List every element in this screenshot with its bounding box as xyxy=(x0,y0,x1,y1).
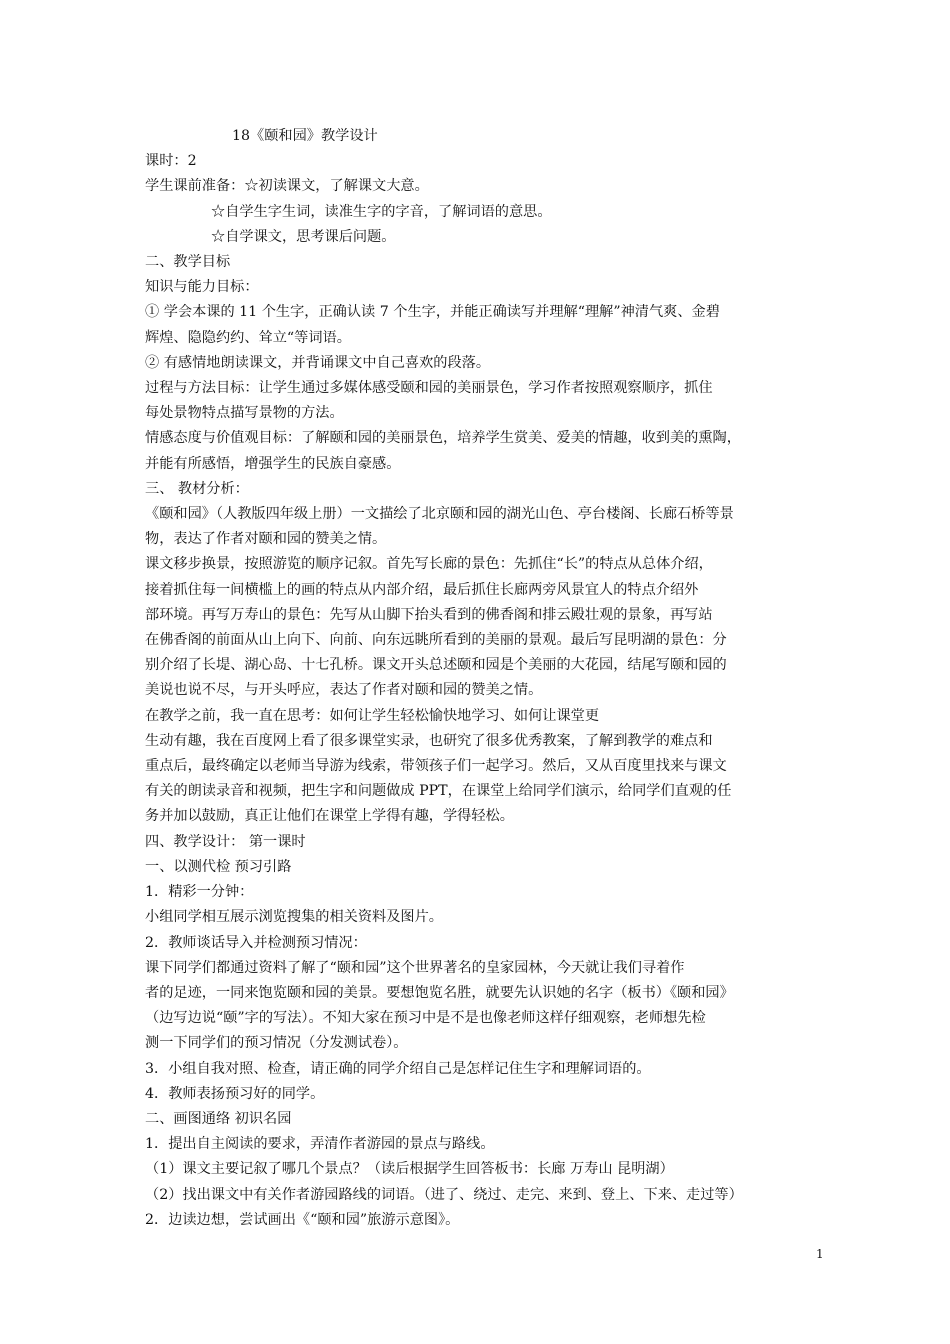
paragraph-line: 情感态度与价值观目标：了解颐和园的美丽景色，培养学生赏美、爱美的情趣，收到美的熏陶， xyxy=(145,430,741,447)
numbered-item: 2．教师谈话导入并检测预习情况： xyxy=(145,934,367,951)
document-title: 18《颐和园》教学设计 xyxy=(232,128,378,144)
preparation-item: ☆自学生字生词，读准生字的字音，了解词语的意思。 xyxy=(211,203,552,220)
section-heading-objectives: 二、教学目标 xyxy=(145,254,231,271)
paragraph-line: ① 学会本课的 11 个生字，正确认读 7 个生字，并能正确读写并理解“理解”神清气爽、金碧 xyxy=(145,304,720,321)
paragraph-line: 者的足迹，一同来饱览颐和园的美景。要想饱览名胜，就要先认识她的名字（板书）《颐和园》 xyxy=(145,984,734,1001)
page-number: 1 xyxy=(816,1247,824,1261)
paragraph-line: 重点后，最终确定以老师当导游为线索，带领孩子们一起学习。然后，又从百度里找来与课文 xyxy=(145,758,727,775)
paragraph-line: 小组同学相互展示浏览搜集的相关资料及图片。 xyxy=(145,909,443,926)
paragraph-line: 接着抓住每一间横槛上的画的特点从内部介绍，最后抓住长廊两旁风景宜人的特点介绍外 xyxy=(145,581,699,598)
paragraph-line: 务并加以鼓励，真正让他们在课堂上学得有趣，学得轻松。 xyxy=(145,808,514,825)
paragraph-line: （边写边说“颐”字的写法）。不知大家在预习中是不是也像老师这样仔细观察，老师想先检 xyxy=(145,1010,706,1027)
preparation-item: ☆自学课文，思考课后问题。 xyxy=(211,228,396,245)
numbered-item: 3．小组自我对照、检查，请正确的同学介绍自己是怎样记住生字和理解词语的。 xyxy=(145,1060,651,1077)
paragraph-line: 测一下同学们的预习情况（分发测试卷）。 xyxy=(145,1035,408,1052)
paragraph-line: 《颐和园》（人教版四年级上册）一文描绘了北京颐和园的湖光山色、亭台楼阁、长廊石桥等景 xyxy=(145,506,734,523)
paragraph-line: 课下同学们都通过资料了解了“颐和园”这个世界著名的皇家园林，今天就让我们寻着作 xyxy=(145,959,685,976)
paragraph-line: 辉煌、隐隐约约、耸立“等词语。 xyxy=(145,329,351,346)
numbered-item: 2．边读边想，尝试画出《“颐和园”旅游示意图》。 xyxy=(145,1211,460,1228)
section-heading-design: 四、教学设计： 第一课时 xyxy=(145,833,306,850)
paragraph-line: 课文移步换景，按照游览的顺序记叙。首先写长廊的景色：先抓住“长”的特点从总体介绍， xyxy=(145,556,713,573)
subsection-heading: 一、以测代检 预习引路 xyxy=(145,858,292,875)
sub-item: （2）找出课文中有关作者游园路线的词语。（进了、绕过、走完、来到、登上、下来、走过等） xyxy=(145,1186,743,1203)
paragraph-line: 在教学之前，我一直在思考：如何让学生轻松愉快地学习、如何让课堂更 xyxy=(145,707,600,724)
document-body xyxy=(145,124,811,1233)
paragraph-line: 过程与方法目标：让学生通过多媒体感受颐和园的美丽景色，学习作者按照观察顺序，抓住 xyxy=(145,380,713,397)
class-hours: 课时：2 xyxy=(145,153,197,170)
section-heading-analysis: 三、 教材分析： xyxy=(145,480,249,497)
numbered-item: 4．教师表扬预习好的同学。 xyxy=(145,1085,325,1102)
paragraph-line: 并能有所感悟，增强学生的民族自豪感。 xyxy=(145,455,401,472)
paragraph-line: 物，表达了作者对颐和园的赞美之情。 xyxy=(145,531,387,548)
paragraph-line: 生动有趣，我在百度网上看了很多课堂实录，也研究了很多优秀教案，了解到教学的难点和 xyxy=(145,732,713,749)
subheading-knowledge: 知识与能力目标： xyxy=(145,279,259,296)
paragraph-line: 美说也说不尽，与开头呼应，表达了作者对颐和园的赞美之情。 xyxy=(145,682,543,699)
paragraph-line: 在佛香阁的前面从山上向下、向前、向东远眺所看到的美丽的景观。最后写昆明湖的景色：分 xyxy=(145,632,727,649)
paragraph-line: 部环境。再写万寿山的景色：先写从山脚下抬头看到的佛香阁和排云殿壮观的景象，再写站 xyxy=(145,606,713,623)
preparation-line: 学生课前准备：☆初读课文，了解课文大意。 xyxy=(145,178,429,195)
numbered-item: 1．精彩一分钟： xyxy=(145,884,254,901)
sub-item: （1）课文主要记叙了哪几个景点？（读后根据学生回答板书：长廊 万寿山 昆明湖） xyxy=(145,1161,674,1178)
paragraph-line: 每处景物特点描写景物的方法。 xyxy=(145,405,344,422)
paragraph-line: 有关的朗读录音和视频，把生字和问题做成 PPT，在课堂上给同学们演示，给同学们直观的任 xyxy=(145,783,732,800)
paragraph-line: ② 有感情地朗读课文，并背诵课文中自己喜欢的段落。 xyxy=(145,354,491,371)
paragraph-line: 别介绍了长堤、湖心岛、十七孔桥。课文开头总述颐和园是个美丽的大花园，结尾写颐和园的 xyxy=(145,657,727,674)
subsection-heading: 二、画图通络 初识名园 xyxy=(145,1110,292,1127)
numbered-item: 1．提出自主阅读的要求，弄清作者游园的景点与路线。 xyxy=(145,1136,495,1153)
